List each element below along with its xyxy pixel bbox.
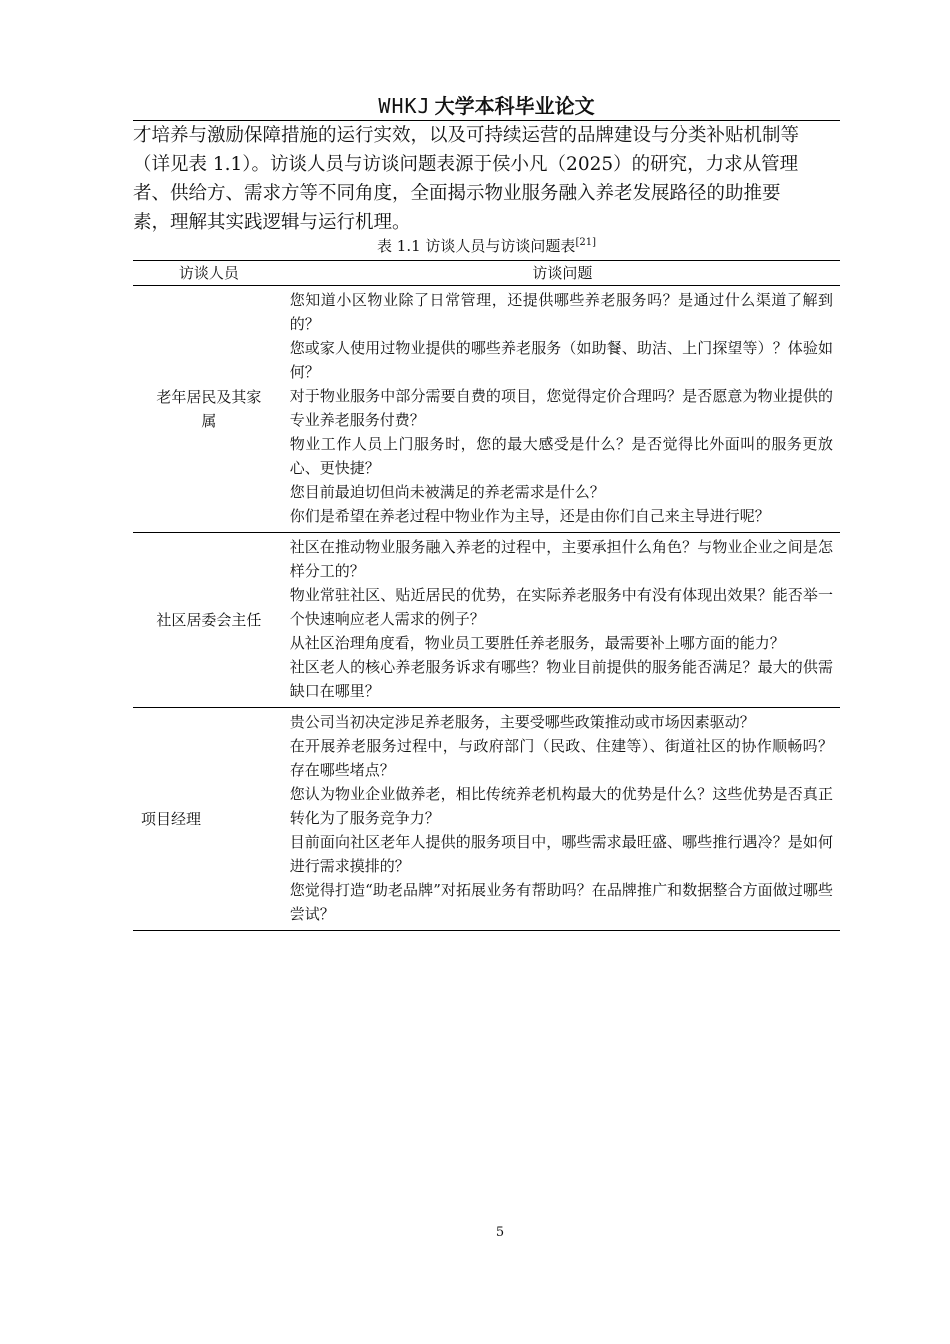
question-item: 在开展养老服务过程中，与政府部门（民政、住建等）、街道社区的协作顺畅吗？存在哪些堵点？ — [289, 737, 833, 779]
table-row-project-manager — [133, 708, 840, 931]
role-label: 项目经理 — [141, 810, 202, 828]
question-item: 您或家人使用过物业提供的哪些养老服务（如助餐、助洁、上门探望等）？体验如何？ — [289, 339, 833, 381]
questions-cell — [285, 286, 840, 533]
question-item: 您目前最迫切但尚未被满足的养老需求是什么？ — [289, 483, 605, 501]
question-item: 您知道小区物业除了日常管理，还提供哪些养老服务吗？是通过什么渠道了解到的？ — [289, 291, 833, 333]
header-latin-text: WHKJ — [378, 94, 431, 118]
header-questions: 访谈问题 — [285, 261, 840, 286]
question-item: 对于物业服务中部分需要自费的项目，您觉得定价合理吗？是否愿意为物业提供的专业养老服务付费？ — [289, 387, 833, 429]
question-item: 物业常驻社区、贴近居民的优势，在实际养老服务中有没有体现出效果？能否举一个快速响应老人需求的例子？ — [289, 586, 833, 628]
role-label: 老年居民及其家属 — [156, 388, 262, 430]
questions-cell — [285, 533, 840, 708]
role-cell — [133, 708, 285, 931]
question-item: 您认为物业企业做养老，相比传统养老机构最大的优势是什么？这些优势是否真正转化为了服务竞争力？ — [289, 785, 833, 827]
role-cell — [133, 286, 285, 533]
question-item: 您觉得打造“助老品牌”对拓展业务有帮助吗？在品牌推广和数据整合方面做过哪些尝试？ — [289, 881, 833, 923]
question-item: 目前面向社区老年人提供的服务项目中，哪些需求最旺盛、哪些推行遇冷？是如何进行需求摸排的？ — [289, 833, 833, 875]
question-item: 物业工作人员上门服务时，您的最大感受是什么？是否觉得比外面叫的服务更放心、更快捷？ — [289, 435, 833, 477]
interview-table — [133, 260, 840, 931]
role-label: 社区居委会主任 — [156, 611, 262, 629]
table-caption-citation: [21] — [575, 237, 596, 248]
table-caption — [133, 232, 840, 257]
paragraph-line: 才培养与激励保障措施的运行实效，以及可持续运营的品牌建设与分类补贴机制等 — [133, 125, 800, 146]
question-item: 社区老人的核心养老服务诉求有哪些？物业目前提供的服务能否满足？最大的供需缺口在哪里？ — [289, 658, 833, 700]
table-caption-text: 表 1.1 访谈人员与访谈问题表 — [377, 237, 576, 255]
question-item: 贵公司当初决定涉足养老服务，主要受哪些政策推动或市场因素驱动？ — [289, 713, 755, 731]
question-item: 社区在推动物业服务融入养老的过程中，主要承担什么角色？与物业企业之间是怎样分工的？ — [289, 538, 833, 580]
header-title: 大学本科毕业论文 — [434, 94, 595, 118]
paragraph-line: 素，理解其实践逻辑与运行机理。 — [133, 212, 411, 233]
header-role: 访谈人员 — [133, 261, 285, 286]
paragraph-line: 者、供给方、需求方等不同角度，全面揭示物业服务融入养老发展路径的助推要 — [133, 183, 781, 204]
body-paragraph — [133, 121, 840, 237]
table-row-community-director — [133, 533, 840, 708]
table-header-row — [133, 261, 840, 286]
question-item: 从社区治理角度看，物业员工要胜任养老服务，最需要补上哪方面的能力？ — [289, 634, 785, 652]
paragraph-line: （详见表 1.1）。访谈人员与访谈问题表源于侯小凡（2025）的研究，力求从管理 — [133, 154, 799, 175]
question-item: 你们是希望在养老过程中物业作为主导，还是由你们自己来主导进行呢？ — [289, 507, 770, 525]
questions-cell — [285, 708, 840, 931]
page-number: 5 — [495, 1225, 505, 1240]
role-cell — [133, 533, 285, 708]
table-row-residents — [133, 286, 840, 533]
page-header — [133, 92, 840, 120]
